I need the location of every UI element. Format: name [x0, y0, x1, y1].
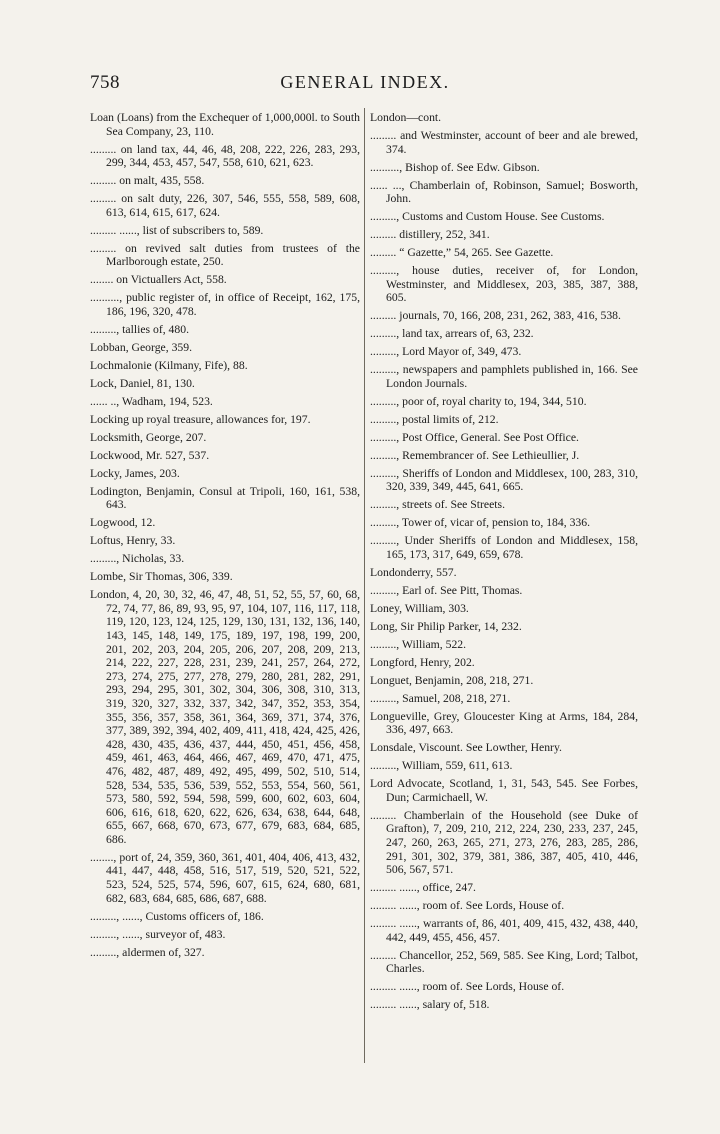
index-column-left: [90, 111, 360, 964]
index-entry: ........., William, 522.: [370, 637, 467, 651]
index-entry: ......... “ Gazette,” 54, 265. See Gazette.: [370, 246, 554, 260]
index-entry: ......... Chamberlain of the Household (see Duke of Grafton), 7, 209, 210, 212, 224, 230, 233, 237, 245, 247, 260, 263, 265, 271, 273, 276, 283, 285, 286, 291, 301, 302, 379, 381, 386, 387, 405, 410, 446, 506, 567, 571.: [370, 808, 638, 877]
index-entry: Long, Sir Philip Parker, 14, 232.: [370, 619, 522, 633]
index-entry: ......... distillery, 252, 341.: [370, 228, 490, 242]
index-entry: Londonderry, 557.: [370, 565, 457, 579]
index-entry: ........., land tax, arrears of, 63, 232.: [370, 327, 534, 341]
index-entry: ........., streets of. See Streets.: [370, 498, 506, 512]
index-entry: ......... on malt, 435, 558.: [90, 174, 205, 188]
index-entry: Loan (Loans) from the Exchequer of 1,000,000l. to South Sea Company, 23, 110.: [90, 111, 360, 138]
index-entry: ......... ......, office, 247.: [370, 881, 476, 895]
index-entry: ......... ......, list of subscribers to, 589.: [90, 223, 264, 237]
index-entry: Loftus, Henry, 33.: [90, 534, 176, 548]
index-entry: Lock, Daniel, 81, 130.: [90, 376, 195, 390]
index-entry: ........., tallies of, 480.: [90, 322, 190, 336]
index-entry: ......... and Westminster, account of beer and ale brewed, 374.: [370, 128, 638, 156]
index-entry: Lobban, George, 359.: [90, 340, 193, 354]
index-entry: ......... Chancellor, 252, 569, 585. See King, Lord; Talbot, Charles.: [370, 948, 638, 976]
index-entry: ........., Earl of. See Pitt, Thomas.: [370, 583, 523, 597]
index-entry: Lord Advocate, Scotland, 1, 31, 543, 545. See Forbes, Dun; Carmichaell, W.: [370, 777, 638, 804]
index-entry: ........., Tower of, vicar of, pension to, 184, 336.: [370, 516, 591, 530]
index-entry: ........., Samuel, 208, 218, 271.: [370, 691, 511, 705]
index-entry: ........., Post Office, General. See Post Office.: [370, 430, 579, 444]
index-entry: ........., ......, Customs officers of, 186.: [90, 909, 264, 923]
index-entry: ......... on revived salt duties from trustees of the Marlborough estate, 250.: [90, 241, 360, 269]
column-divider: [364, 108, 365, 1063]
index-entry: ........., Under Sheriffs of London and Middlesex, 158, 165, 173, 317, 649, 659, 678.: [370, 534, 638, 561]
index-entry: London—cont.: [370, 111, 442, 124]
index-entry: Locking up royal treasure, allowances for, 197.: [90, 412, 311, 426]
index-entry: Lochmalonie (Kilmany, Fife), 88.: [90, 358, 248, 372]
index-entry: ......... ......, room of. See Lords, House of.: [370, 980, 565, 994]
index-entry: ........., Nicholas, 33.: [90, 552, 185, 566]
index-entry: ........., Customs and Custom House. See Customs.: [370, 210, 605, 224]
index-entry: Longuet, Benjamin, 208, 218, 271.: [370, 673, 534, 687]
index-entry: ......... ......, salary of, 518.: [370, 998, 490, 1012]
index-entry: ........., aldermen of, 327.: [90, 945, 205, 959]
index-entry: ........., house duties, receiver of, for London, Westminster, and Middlesex, 203, 385, 387, 388, 605.: [370, 264, 638, 305]
running-head: GENERAL INDEX.: [280, 72, 450, 92]
index-entry: Loney, William, 303.: [370, 601, 469, 615]
index-entry: Locky, James, 203.: [90, 466, 180, 480]
page-header: [90, 72, 640, 96]
index-entry: ...... .., Wadham, 194, 523.: [90, 394, 213, 408]
index-entry: ........., poor of, royal charity to, 194, 344, 510.: [370, 394, 587, 408]
index-entry: ........., Sheriffs of London and Middlesex, 100, 283, 310, 320, 339, 349, 445, 641, 665.: [370, 466, 638, 494]
page-number: 758: [90, 72, 120, 93]
index-entry: Lodington, Benjamin, Consul at Tripoli, 160, 161, 538, 643.: [90, 484, 360, 512]
index-entry: .........., Bishop of. See Edw. Gibson.: [370, 160, 540, 174]
index-entry: ...... ..., Chamberlain of, Robinson, Samuel; Bosworth, John.: [370, 178, 638, 206]
index-entry: ........ on Victuallers Act, 558.: [90, 273, 227, 287]
index-entry: ......... ......, warrants of, 86, 401, 409, 415, 432, 438, 440, 442, 449, 455, 456, 457.: [370, 917, 638, 944]
index-entry: ........., postal limits of, 212.: [370, 412, 499, 426]
index-entry: Lonsdale, Viscount. See Lowther, Henry.: [370, 741, 562, 755]
index-entry: Longueville, Grey, Gloucester King at Arms, 184, 284, 336, 497, 663.: [370, 709, 638, 737]
index-entry: ......... journals, 70, 166, 208, 231, 262, 383, 416, 538.: [370, 309, 621, 323]
index-entry: ........., newspapers and pamphlets published in, 166. See London Journals.: [370, 363, 638, 390]
index-entry: Logwood, 12.: [90, 516, 156, 530]
index-entry: ......... ......, room of. See Lords, House of.: [370, 899, 565, 913]
index-entry: Longford, Henry, 202.: [370, 655, 475, 669]
index-entry: Lombe, Sir Thomas, 306, 339.: [90, 570, 233, 584]
index-entry: ......... on land tax, 44, 46, 48, 208, 222, 226, 283, 293, 299, 344, 453, 457, 547, 558, 610, 621, 623.: [90, 142, 360, 170]
index-entry: ......... on salt duty, 226, 307, 546, 555, 558, 589, 608, 613, 614, 615, 617, 624.: [90, 192, 360, 219]
index-entry: Locksmith, George, 207.: [90, 430, 207, 444]
index-entry: ........., Remembrancer of. See Lethieullier, J.: [370, 448, 580, 462]
index-entry: .........., public register of, in office of Receipt, 162, 175, 186, 196, 320, 478.: [90, 291, 360, 318]
index-entry: ........., William, 559, 611, 613.: [370, 759, 513, 773]
index-entry: ........., Lord Mayor of, 349, 473.: [370, 345, 522, 359]
index-column-right: [370, 111, 638, 1016]
index-entry: London, 4, 20, 30, 32, 46, 47, 48, 51, 52, 55, 57, 60, 68, 72, 74, 77, 86, 89, 93, 95, 97, 104, 107, 116, 117, 118, 119, 120, 123, 124, 125, 129, 130, 131, 132, 136, 140, 143, 145, 148, 149, 175, 189, 197, 198, 199, 200, 201, 202, 203, 204, 205, 206, 207, 208, 209, 213, 214, 222, 227, 228, 231, 239, 241, 257, 264, 272, 273, 274, 275, 277, 278, 279, 280, 281, 282, 291, 293, 294, 295, 301, 302, 304, 306, 308, 310, 313, 319, 320, 327, 332, 337, 342, 347, 352, 353, 354, 355, 356, 357, 358, 361, 364, 369, 371, 374, 376, 377, 389, 392, 394, 402, 409, 411, 418, 424, 425, 426, 428, 430, 435, 436, 437, 444, 450, 451, 456, 458, 459, 461, 463, 464, 466, 467, 469, 470, 471, 475, 476, 482, 487, 489, 492, 495, 499, 502, 510, 514, 528, 534, 535, 536, 539, 552, 553, 554, 560, 561, 573, 580, 592, 594, 598, 599, 600, 602, 603, 604, 606, 616, 618, 620, 622, 626, 634, 638, 644, 648, 655, 667, 668, 670, 673, 677, 679, 683, 684, 685, 686.: [90, 588, 360, 846]
index-entry: Lockwood, Mr. 527, 537.: [90, 448, 210, 462]
index-entry: ........., ......, surveyor of, 483.: [90, 927, 226, 941]
index-entry: ........, port of, 24, 359, 360, 361, 401, 404, 406, 413, 432, 441, 447, 448, 458, 516, 517, 519, 520, 521, 522, 523, 524, 525, 574, 596, 607, 615, 624, 680, 681, 682, 683, 684, 685, 686, 687, 688.: [90, 850, 360, 905]
